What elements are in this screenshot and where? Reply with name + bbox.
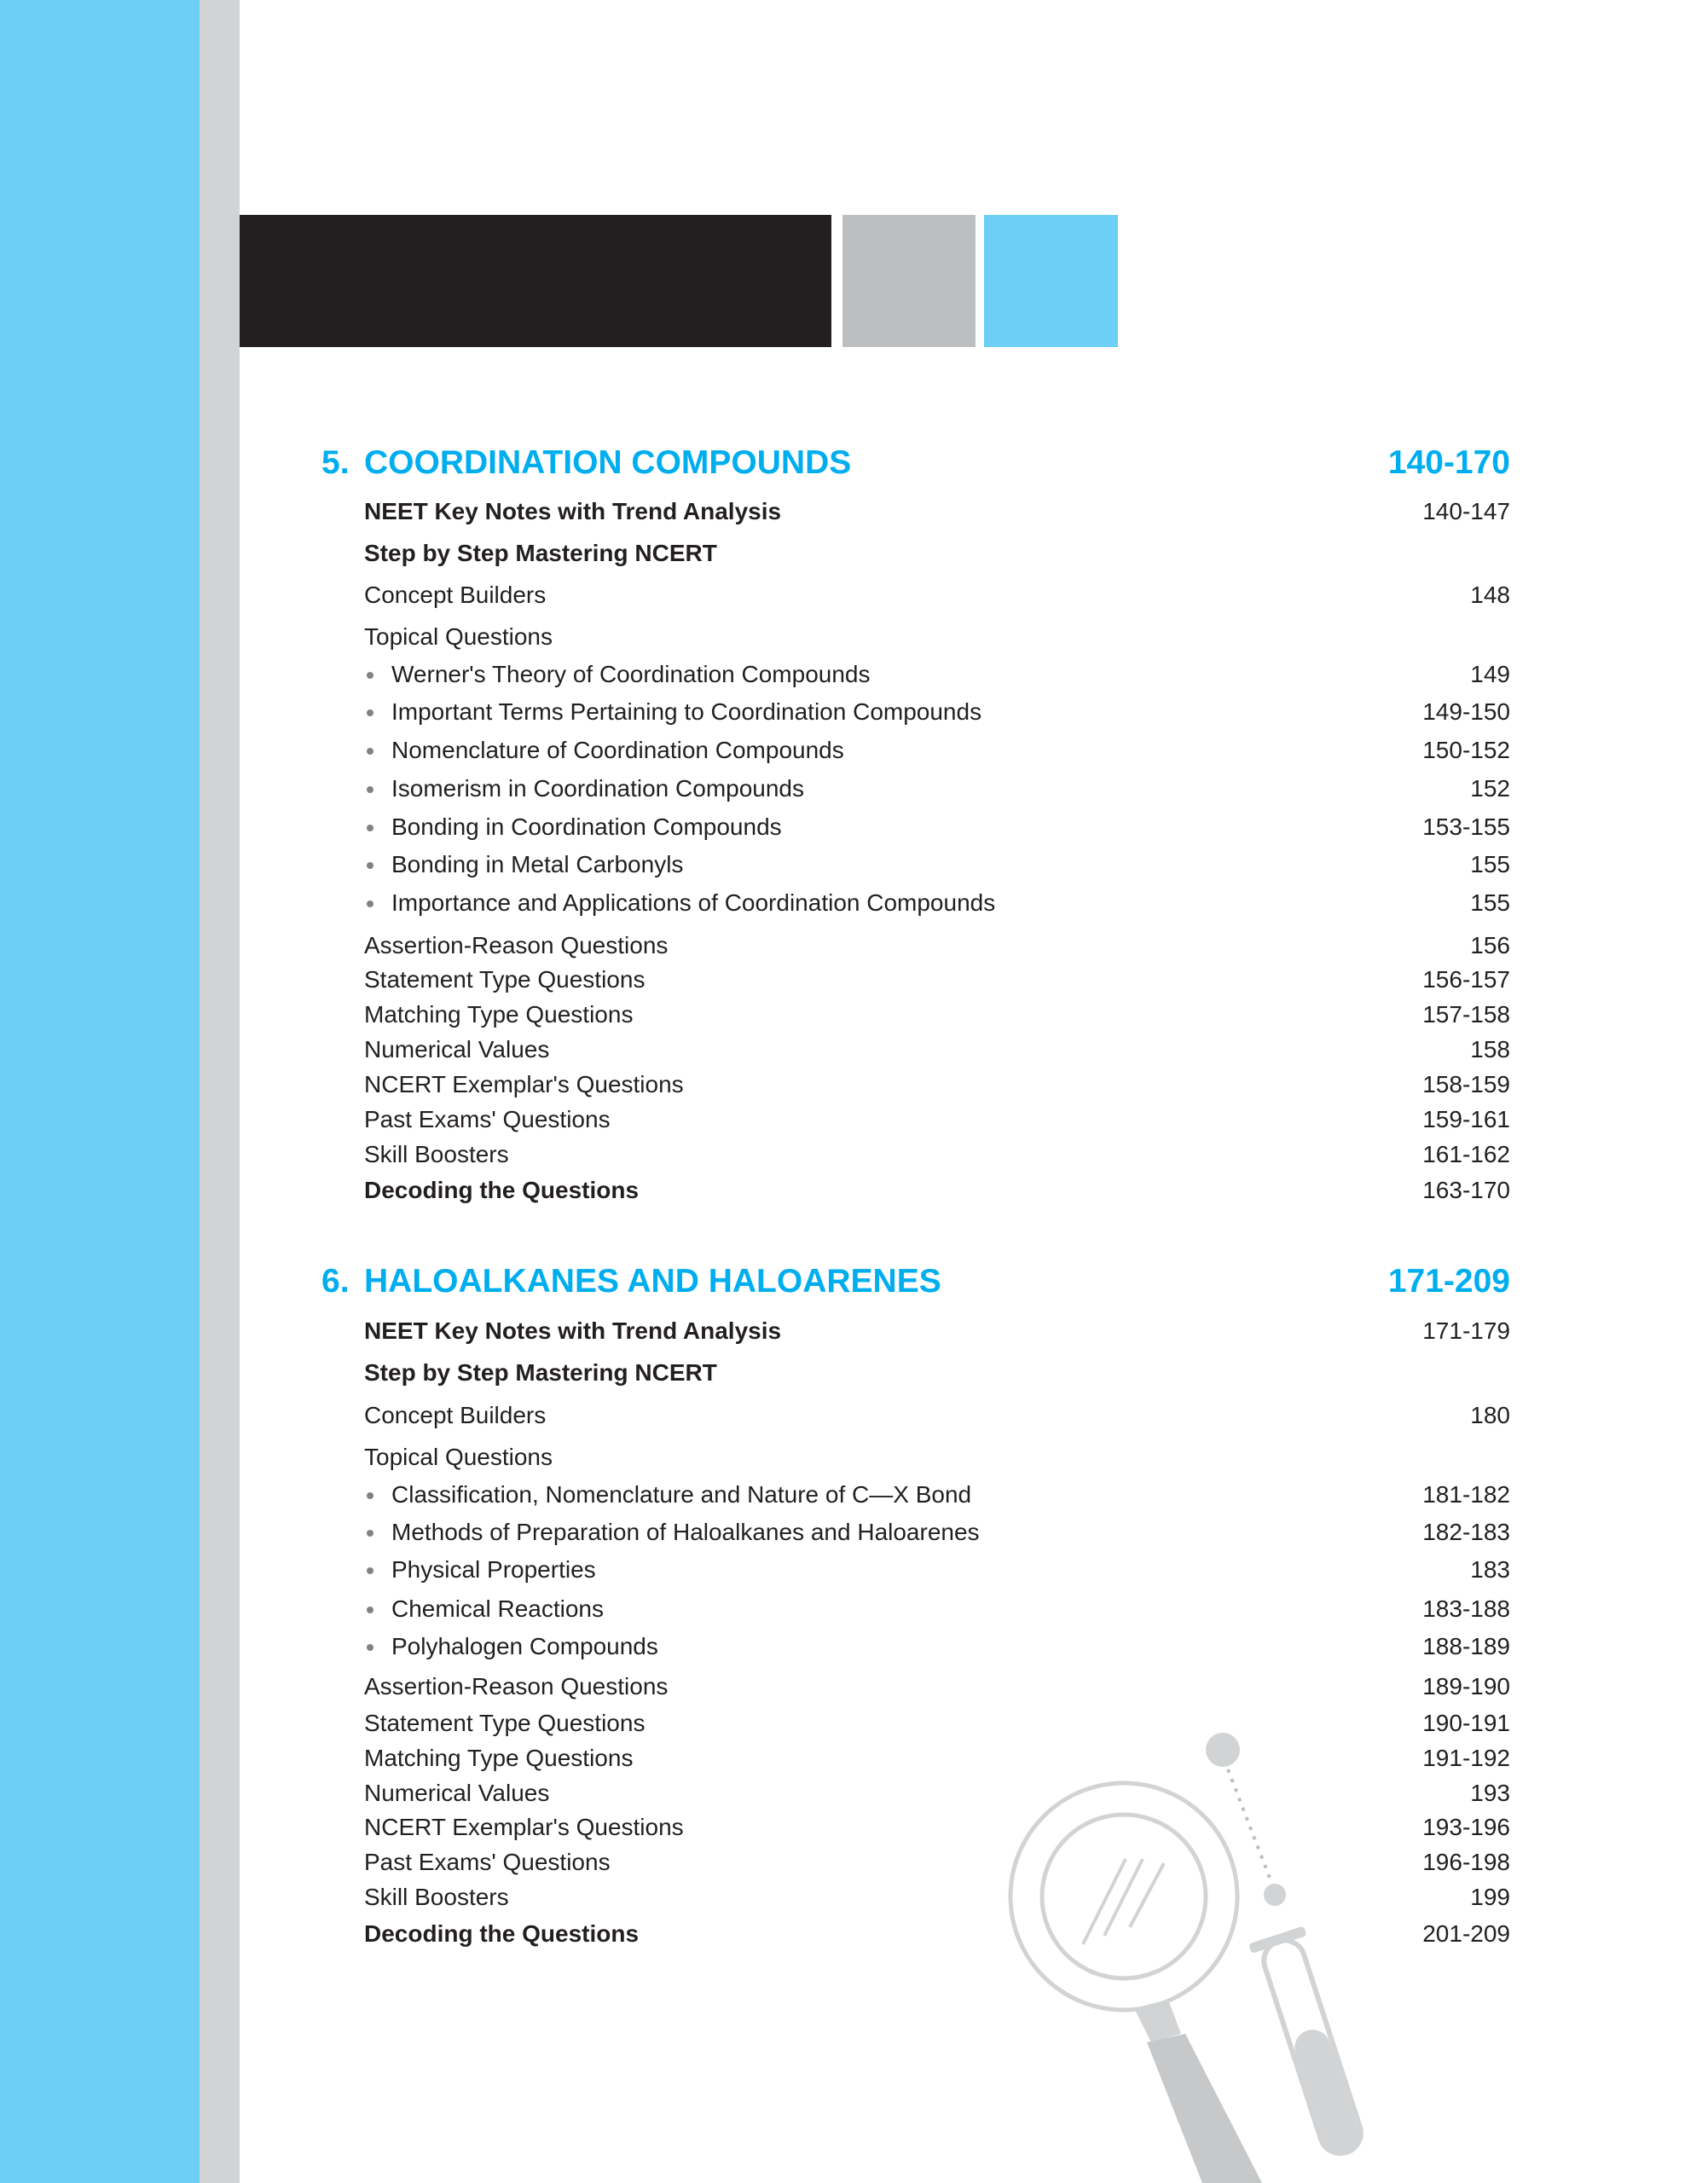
toc-item-pages: 163-170 — [1422, 1177, 1510, 1203]
toc-item-pages: 156-157 — [1422, 966, 1510, 993]
bullet-icon — [367, 672, 373, 679]
toc-item-pages: 182-183 — [1422, 1519, 1510, 1545]
toc-item-label: NEET Key Notes with Trend Analysis — [364, 498, 782, 524]
toc-subtopic-item[interactable] — [364, 1553, 1510, 1587]
toc-item-label: Skill Boosters — [364, 1884, 509, 1910]
toc-item[interactable] — [364, 620, 1510, 654]
chapter-number: 6. — [321, 1263, 350, 1300]
toc-item-pages: 159-161 — [1422, 1106, 1510, 1132]
toc-item-label: Matching Type Questions — [364, 1745, 634, 1771]
bullet-icon — [367, 825, 373, 831]
toc-item-pages: 199 — [1470, 1884, 1510, 1910]
toc-item-label: NCERT Exemplar's Questions — [364, 1071, 684, 1097]
toc-subtopic-item[interactable] — [364, 810, 1510, 844]
toc-item-label: NCERT Exemplar's Questions — [364, 1814, 684, 1840]
toc-item[interactable] — [364, 998, 1510, 1032]
toc-subtopic-item[interactable] — [364, 733, 1510, 767]
toc-item-pages: 155 — [1470, 851, 1510, 877]
toc-item-label: Statement Type Questions — [364, 966, 646, 993]
bullet-icon — [367, 900, 373, 907]
toc-subtopic-item[interactable] — [364, 657, 1510, 692]
toc-item-pages: 171-179 — [1422, 1317, 1510, 1344]
toc-item-pages: 149 — [1470, 661, 1510, 687]
toc-item-label: Importance and Applications of Coordination Compounds — [391, 889, 996, 916]
toc-item-label: Assertion-Reason Questions — [364, 932, 669, 958]
toc-subtopic-item[interactable] — [364, 1630, 1510, 1664]
toc-item-label: Chemical Reactions — [391, 1595, 604, 1622]
test-tube-icon — [1206, 1733, 1375, 2161]
toc-item[interactable] — [364, 578, 1510, 612]
bullet-icon — [367, 1644, 373, 1651]
toc-item-pages: 183-188 — [1422, 1595, 1510, 1622]
toc-item-pages: 181-182 — [1422, 1481, 1510, 1508]
toc-item-label: Past Exams' Questions — [364, 1106, 611, 1132]
toc-item-pages: 191-192 — [1422, 1745, 1510, 1771]
magnifying-glass-test-tube-illustration — [981, 1705, 1407, 2183]
toc-subtopic-item[interactable] — [364, 695, 1510, 729]
toc-item[interactable] — [364, 1033, 1510, 1067]
header-gray-block — [842, 215, 976, 347]
toc-item-label: Concept Builders — [364, 1402, 547, 1428]
toc-item-label: Assertion-Reason Questions — [364, 1673, 669, 1699]
bullet-icon — [367, 1530, 373, 1537]
left-gray-strip — [200, 0, 240, 2183]
toc-item-pages: 140-147 — [1422, 498, 1510, 524]
toc-item[interactable] — [364, 536, 1510, 570]
toc-item-label: Isomerism in Coordination Compounds — [391, 775, 804, 802]
toc-item[interactable] — [364, 1670, 1510, 1704]
toc-item-label: Topical Questions — [364, 623, 553, 650]
toc-item-pages: 188-189 — [1422, 1633, 1510, 1659]
toc-subtopic-item[interactable] — [364, 772, 1510, 806]
toc-item-label: Important Terms Pertaining to Coordination Compounds — [391, 698, 982, 725]
toc-subtopic-item[interactable] — [364, 848, 1510, 882]
toc-item-label: Methods of Preparation of Haloalkanes and Haloarenes — [391, 1519, 980, 1545]
toc-item-pages: 190-191 — [1422, 1710, 1510, 1736]
toc-item-pages: 193-196 — [1422, 1814, 1510, 1840]
toc-item[interactable] — [364, 929, 1510, 963]
toc-item-pages: 189-190 — [1422, 1673, 1510, 1699]
toc-item-pages: 153-155 — [1422, 814, 1510, 840]
chapter-heading[interactable] — [321, 442, 1510, 484]
toc-item[interactable] — [364, 1103, 1510, 1137]
chapter-pages: 140-170 — [1387, 444, 1510, 481]
toc-item[interactable] — [364, 1440, 1510, 1474]
toc-item-pages: 150-152 — [1422, 737, 1510, 763]
toc-item-label: Bonding in Metal Carbonyls — [391, 851, 684, 877]
toc-item-label: Bonding in Coordination Compounds — [391, 814, 782, 840]
magnifying-glass-icon — [1010, 1783, 1262, 2183]
toc-item-pages: 158 — [1470, 1036, 1510, 1063]
toc-item-label: Step by Step Mastering NCERT — [364, 1359, 717, 1386]
bullet-icon — [367, 748, 373, 755]
toc-item-label: Classification, Nomenclature and Nature of C—X Bond — [391, 1481, 972, 1508]
toc-item-pages: 161-162 — [1422, 1141, 1510, 1167]
toc-item-label: Skill Boosters — [364, 1141, 509, 1167]
toc-item-label: Numerical Values — [364, 1036, 550, 1063]
toc-subtopic-item[interactable] — [364, 886, 1510, 920]
toc-item-label: Physical Properties — [391, 1556, 596, 1583]
toc-item-label: Statement Type Questions — [364, 1710, 646, 1736]
toc-item[interactable] — [364, 495, 1510, 529]
toc-item[interactable] — [364, 1356, 1510, 1390]
toc-item-pages: 156 — [1470, 932, 1510, 958]
toc-item-pages: 193 — [1470, 1780, 1510, 1806]
toc-item-label: Werner's Theory of Coordination Compounds — [391, 661, 871, 687]
toc-subtopic-item[interactable] — [364, 1592, 1510, 1626]
chapter-title: COORDINATION COMPOUNDS — [364, 444, 852, 481]
left-blue-strip — [0, 0, 200, 2183]
toc-subtopic-item[interactable] — [364, 1478, 1510, 1512]
toc-item-label: Decoding the Questions — [364, 1177, 640, 1203]
bullet-icon — [367, 786, 373, 793]
chapter-heading[interactable] — [321, 1260, 1510, 1303]
toc-item[interactable] — [364, 1138, 1510, 1172]
toc-item-label: Past Exams' Questions — [364, 1849, 611, 1875]
toc-item-label: Topical Questions — [364, 1444, 553, 1470]
bullet-icon — [367, 709, 373, 716]
toc-item-label: Step by Step Mastering NCERT — [364, 540, 717, 566]
toc-item-label: Concept Builders — [364, 582, 547, 608]
toc-item-label: Polyhalogen Compounds — [391, 1633, 658, 1659]
toc-item[interactable] — [364, 1398, 1510, 1433]
toc-item-pages: 157-158 — [1422, 1001, 1510, 1028]
bullet-icon — [367, 862, 373, 869]
toc-item-label: Decoding the Questions — [364, 1920, 640, 1947]
toc-item[interactable] — [364, 1314, 1510, 1348]
bullet-icon — [367, 1492, 373, 1499]
bullet-icon — [367, 1607, 373, 1613]
toc-item[interactable] — [364, 1173, 1510, 1207]
header-black-block — [240, 215, 831, 347]
toc-item-label: Nomenclature of Coordination Compounds — [391, 737, 844, 763]
toc-item-pages: 196-198 — [1422, 1849, 1510, 1875]
toc-item-pages: 183 — [1470, 1556, 1510, 1583]
toc-item[interactable] — [364, 963, 1510, 997]
toc-item-label: Matching Type Questions — [364, 1001, 634, 1028]
toc-item-pages: 180 — [1470, 1402, 1510, 1428]
toc-item-pages: 201-209 — [1422, 1920, 1510, 1947]
toc-item-pages: 152 — [1470, 775, 1510, 802]
toc-item-pages: 158-159 — [1422, 1071, 1510, 1097]
toc-item-pages: 149-150 — [1422, 698, 1510, 725]
chapter-number: 5. — [321, 444, 350, 481]
chapter-pages: 171-209 — [1387, 1263, 1510, 1300]
toc-subtopic-item[interactable] — [364, 1515, 1510, 1549]
toc-item-pages: 155 — [1470, 889, 1510, 916]
chapter-title: HALOALKANES AND HALOARENES — [364, 1263, 941, 1300]
toc-item[interactable] — [364, 1068, 1510, 1102]
bullet-icon — [367, 1567, 373, 1574]
toc-item-pages: 148 — [1470, 582, 1510, 608]
toc-item-label: Numerical Values — [364, 1780, 550, 1806]
header-blue-block — [984, 215, 1118, 347]
toc-item-label: NEET Key Notes with Trend Analysis — [364, 1317, 782, 1344]
